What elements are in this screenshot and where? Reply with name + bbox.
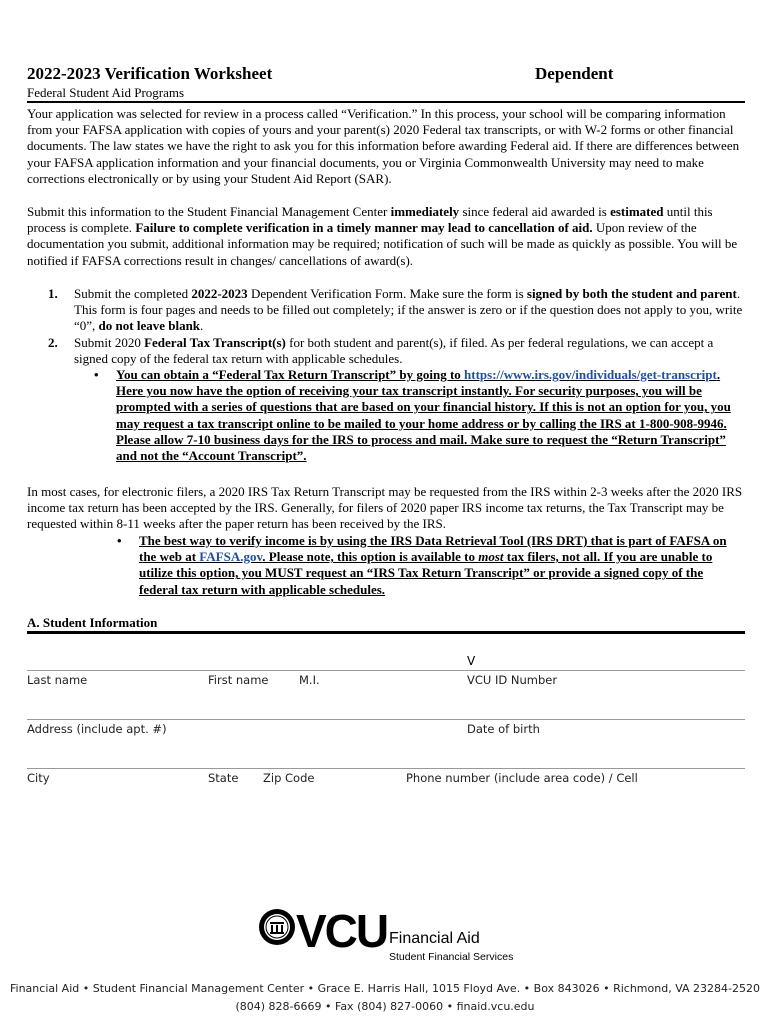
filer-paragraph: In most cases, for electronic filers, a 2020 IRS Tax Return Transcript may be requested from the IRS within 2-3 weeks after the 2020 IRS income tax return has been accepted by the IRS. Generally, for filers of 2020 paper IRS income tax returns, the Tax Transcript may be requested within 8-11 weeks after the paper return has been received by the IRS.: [27, 484, 743, 532]
row-1-line: [27, 670, 745, 671]
transcript-bullet: • You can obtain a “Federal Tax Return Transcript” by going to https://www.irs.gov/individuals/get-transcript. Here you now have the option of receiving your tax transcript instantly. For security purposes, you will be prompted with a series of questions that are based on your financial history. If this is not an option for you, you may request a tax transcript online to be mailed to your home address or by calling the IRS at 1-800-908-9946. Please allow 7-10 business days for the IRS to process and mail. Make sure to request the “Return Transcript” and not the “Account Transcript”.: [94, 367, 731, 464]
steps-list: [40, 286, 745, 464]
step-item: 1. Submit the completed 2022-2023 Dependent Verification Form. Make sure the form is signed by both the student and parent. This form is four pages and needs to be filled out completely; if the answer is zero or if the question does not apply to you, write “0”, do not leave blank.: [48, 286, 743, 334]
address-label: Address (include apt. #): [27, 722, 167, 736]
drt-bullet: • The best way to verify income is by using the IRS Data Retrieval Tool (IRS DRT) that is part of FAFSA on the web at FAFSA.gov. Please note, this option is available to most tax filers, not all. If you are unable to utilize this option, you MUST request an “IRS Tax Return Transcript” or provide a signed copy of the federal tax return with applicable schedules.: [117, 533, 727, 597]
header-divider: [27, 101, 745, 103]
student-financial-services-label: Student Financial Services: [389, 951, 514, 963]
footer-address: Financial Aid • Student Financial Management Center • Grace E. Harris Hall, 1015 Floyd Ave. • Box 843026 • Richmond, VA 23284-2520: [10, 982, 760, 995]
row-2-line: [27, 719, 745, 720]
financial-aid-label: Financial Aid: [389, 930, 480, 947]
vcu-logo-wordmark: VCU: [296, 905, 388, 957]
bullet-dot: •: [94, 367, 99, 383]
bullet-dot: •: [117, 533, 122, 548]
footer-contact: (804) 828-6669 • Fax (804) 827-0060 • finaid.vcu.edu: [235, 1000, 535, 1013]
submit-paragraph: Submit this information to the Student Financial Management Center immediately since federal aid awarded is estimated until this process is complete. Failure to complete verification in a timely manner may lead to cancellation of aid. Upon review of the documentation you submit, additional information may be required; notification of such will be made as quickly as possible. You will be notified if FAFSA corrections result in changes/ cancellations of award(s).: [27, 204, 738, 268]
state-label: State: [208, 771, 239, 785]
date-of-birth-label: Date of birth: [467, 722, 540, 736]
vcu-id-label: VCU ID Number: [467, 673, 558, 687]
zip-code-label: Zip Code: [263, 771, 315, 785]
dependency-status: Dependent: [535, 64, 614, 83]
vcu-seal-icon: [258, 908, 296, 946]
irs-transcript-link[interactable]: https://www.irs.gov/individuals/get-transcript: [464, 367, 717, 383]
section-a-heading: A. Student Information: [27, 615, 158, 630]
section-a-divider: [27, 631, 745, 634]
phone-label: Phone number (include area code) / Cell: [406, 771, 638, 785]
step-item: 2. Submit 2020 Federal Tax Transcript(s) for both student and parent(s), if filed. As per federal regulations, we can accept a signed copy of the federal tax return with applicable schedules.: [48, 334, 714, 366]
fafsa-link[interactable]: FAFSA.gov: [199, 549, 263, 565]
v-prefix-mark: V: [467, 654, 476, 668]
middle-initial-label: M.I.: [299, 673, 320, 687]
intro-paragraph: Your application was selected for review in a process called “Verification.” In this process, your school will be comparing information from your FAFSA application with copies of yours and your parent(s) 2020 Federal tax transcripts, or with W-2 forms or other financial documents. The law states we have the right to ask you for this information before awarding Federal aid. If there are differences between your FAFSA application information and your financial documents, you or Virginia Commonwealth University may need to make corrections electronically or by using your Student Aid Report (SAR).: [27, 106, 740, 186]
program-subtitle: Federal Student Aid Programs: [27, 85, 185, 100]
row-3-line: [27, 768, 745, 769]
worksheet-title: 2022-2023 Verification Worksheet: [27, 64, 273, 83]
last-name-label: Last name: [27, 673, 88, 687]
city-label: City: [27, 771, 50, 785]
first-name-label: First name: [208, 673, 269, 687]
